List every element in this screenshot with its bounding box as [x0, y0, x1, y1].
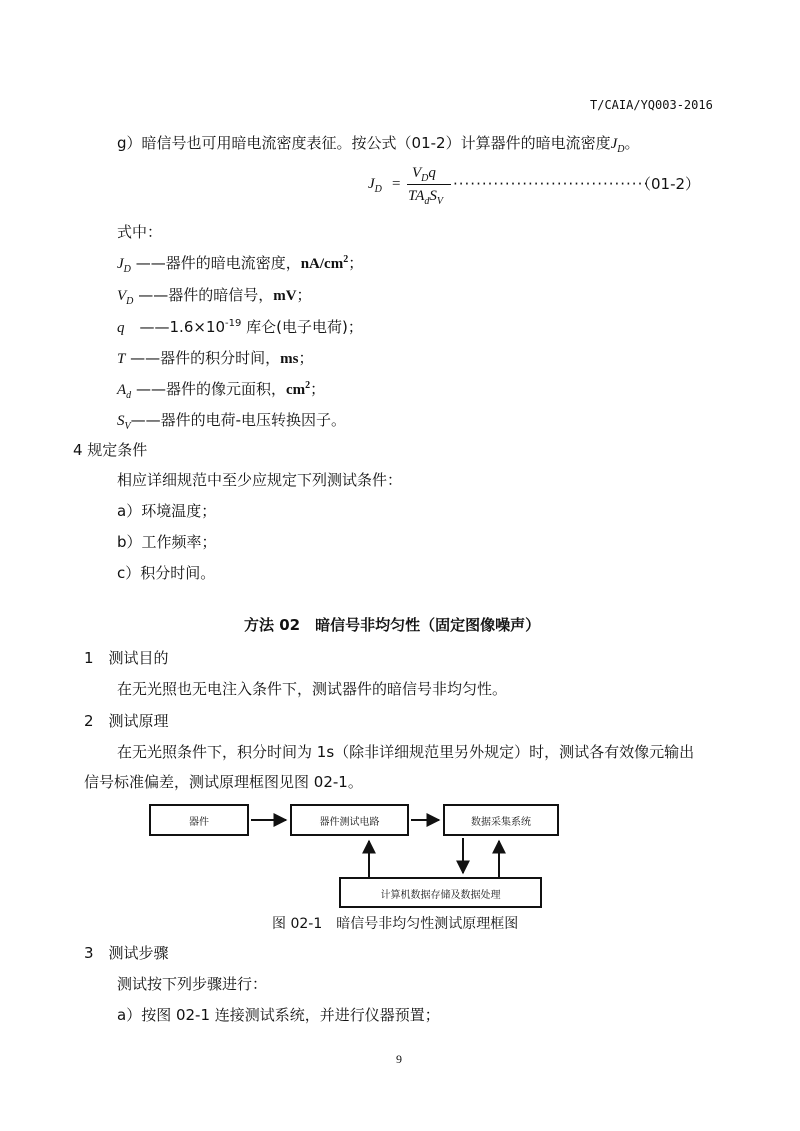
document-id: T/CAIA/YQ003-2016: [590, 98, 713, 112]
box-device: 器件: [149, 804, 249, 836]
section-1-body: 在无光照也无电注入条件下，测试器件的暗信号非均匀性。: [117, 680, 508, 698]
definition-jd: $J_D$ ——器件的暗电流密度，$nA/cm^2$；: [117, 254, 364, 275]
where-label: 式中：: [117, 223, 163, 241]
section-3-intro: 测试按下列步骤进行：: [117, 975, 268, 993]
section-3-item-a: a）按图 02-1 连接测试系统，并进行仪器预置；: [117, 1006, 440, 1024]
paragraph-g-text: g）暗信号也可用暗电流密度表征。按公式（01-2）计算器件的暗电流密度: [117, 134, 611, 152]
formula-denominator: $TA_dS_V$: [408, 188, 444, 207]
section-2-title: 2 测试原理: [84, 712, 169, 730]
definition-ad: $A_d$ ——器件的像元面积，$cm^2$；: [117, 380, 326, 401]
section-3-title: 3 测试步骤: [84, 944, 169, 962]
section-4-item-a: a）环境温度；: [117, 502, 217, 520]
section-2-body-line1: 在无光照条件下，积分时间为 1s（除非详细规范里另外规定）时，测试各有效像元输出: [117, 743, 695, 761]
definition-q: q $——1.6\times 10^{-19}$ 库仑(电子电荷)；: [117, 318, 363, 336]
section-4-item-c: c）积分时间。: [117, 564, 216, 582]
section-2-body-line2: 信号标准偏差，测试原理框图见图 02-1。: [84, 773, 363, 791]
symbol-jd: $J_D$: [610, 136, 625, 155]
section-4-item-b: b）工作频率；: [117, 533, 217, 551]
section-1-title: 1 测试目的: [84, 649, 169, 667]
box-data-acquisition: 数据采集系统: [443, 804, 559, 836]
figure-caption: 图 02-1 暗信号非均匀性测试原理框图: [272, 916, 519, 932]
formula-numerator: $V_Dq$: [412, 165, 436, 184]
box-test-circuit: 器件测试电路: [290, 804, 409, 836]
paragraph-g: g）暗信号也可用暗电流密度表征。按公式（01-2）计算器件的暗电流密度$J_D$。: [117, 134, 640, 155]
formula-lhs: $J_D$: [368, 176, 382, 195]
definition-vd: $V_D$ ——器件的暗信号，mV；: [117, 286, 312, 307]
definition-sv: $S_V——$器件的电荷-电压转换因子。: [117, 411, 347, 432]
page-number: 9: [396, 1052, 402, 1066]
section-4-title: 4 规定条件: [73, 441, 148, 459]
method-title: 方法 02 暗信号非均匀性（固定图像噪声）: [244, 616, 541, 634]
formula-number: （01-2）: [636, 175, 701, 193]
formula-leader-dots: ··································: [453, 175, 650, 193]
box-computer-processing: 计算机数据存储及数据处理: [339, 877, 542, 908]
formula-equals: =: [392, 176, 401, 192]
section-4-intro: 相应详细规范中至少应规定下列测试条件：: [117, 471, 403, 489]
definition-t: T ——器件的积分时间，ms；: [117, 349, 314, 367]
